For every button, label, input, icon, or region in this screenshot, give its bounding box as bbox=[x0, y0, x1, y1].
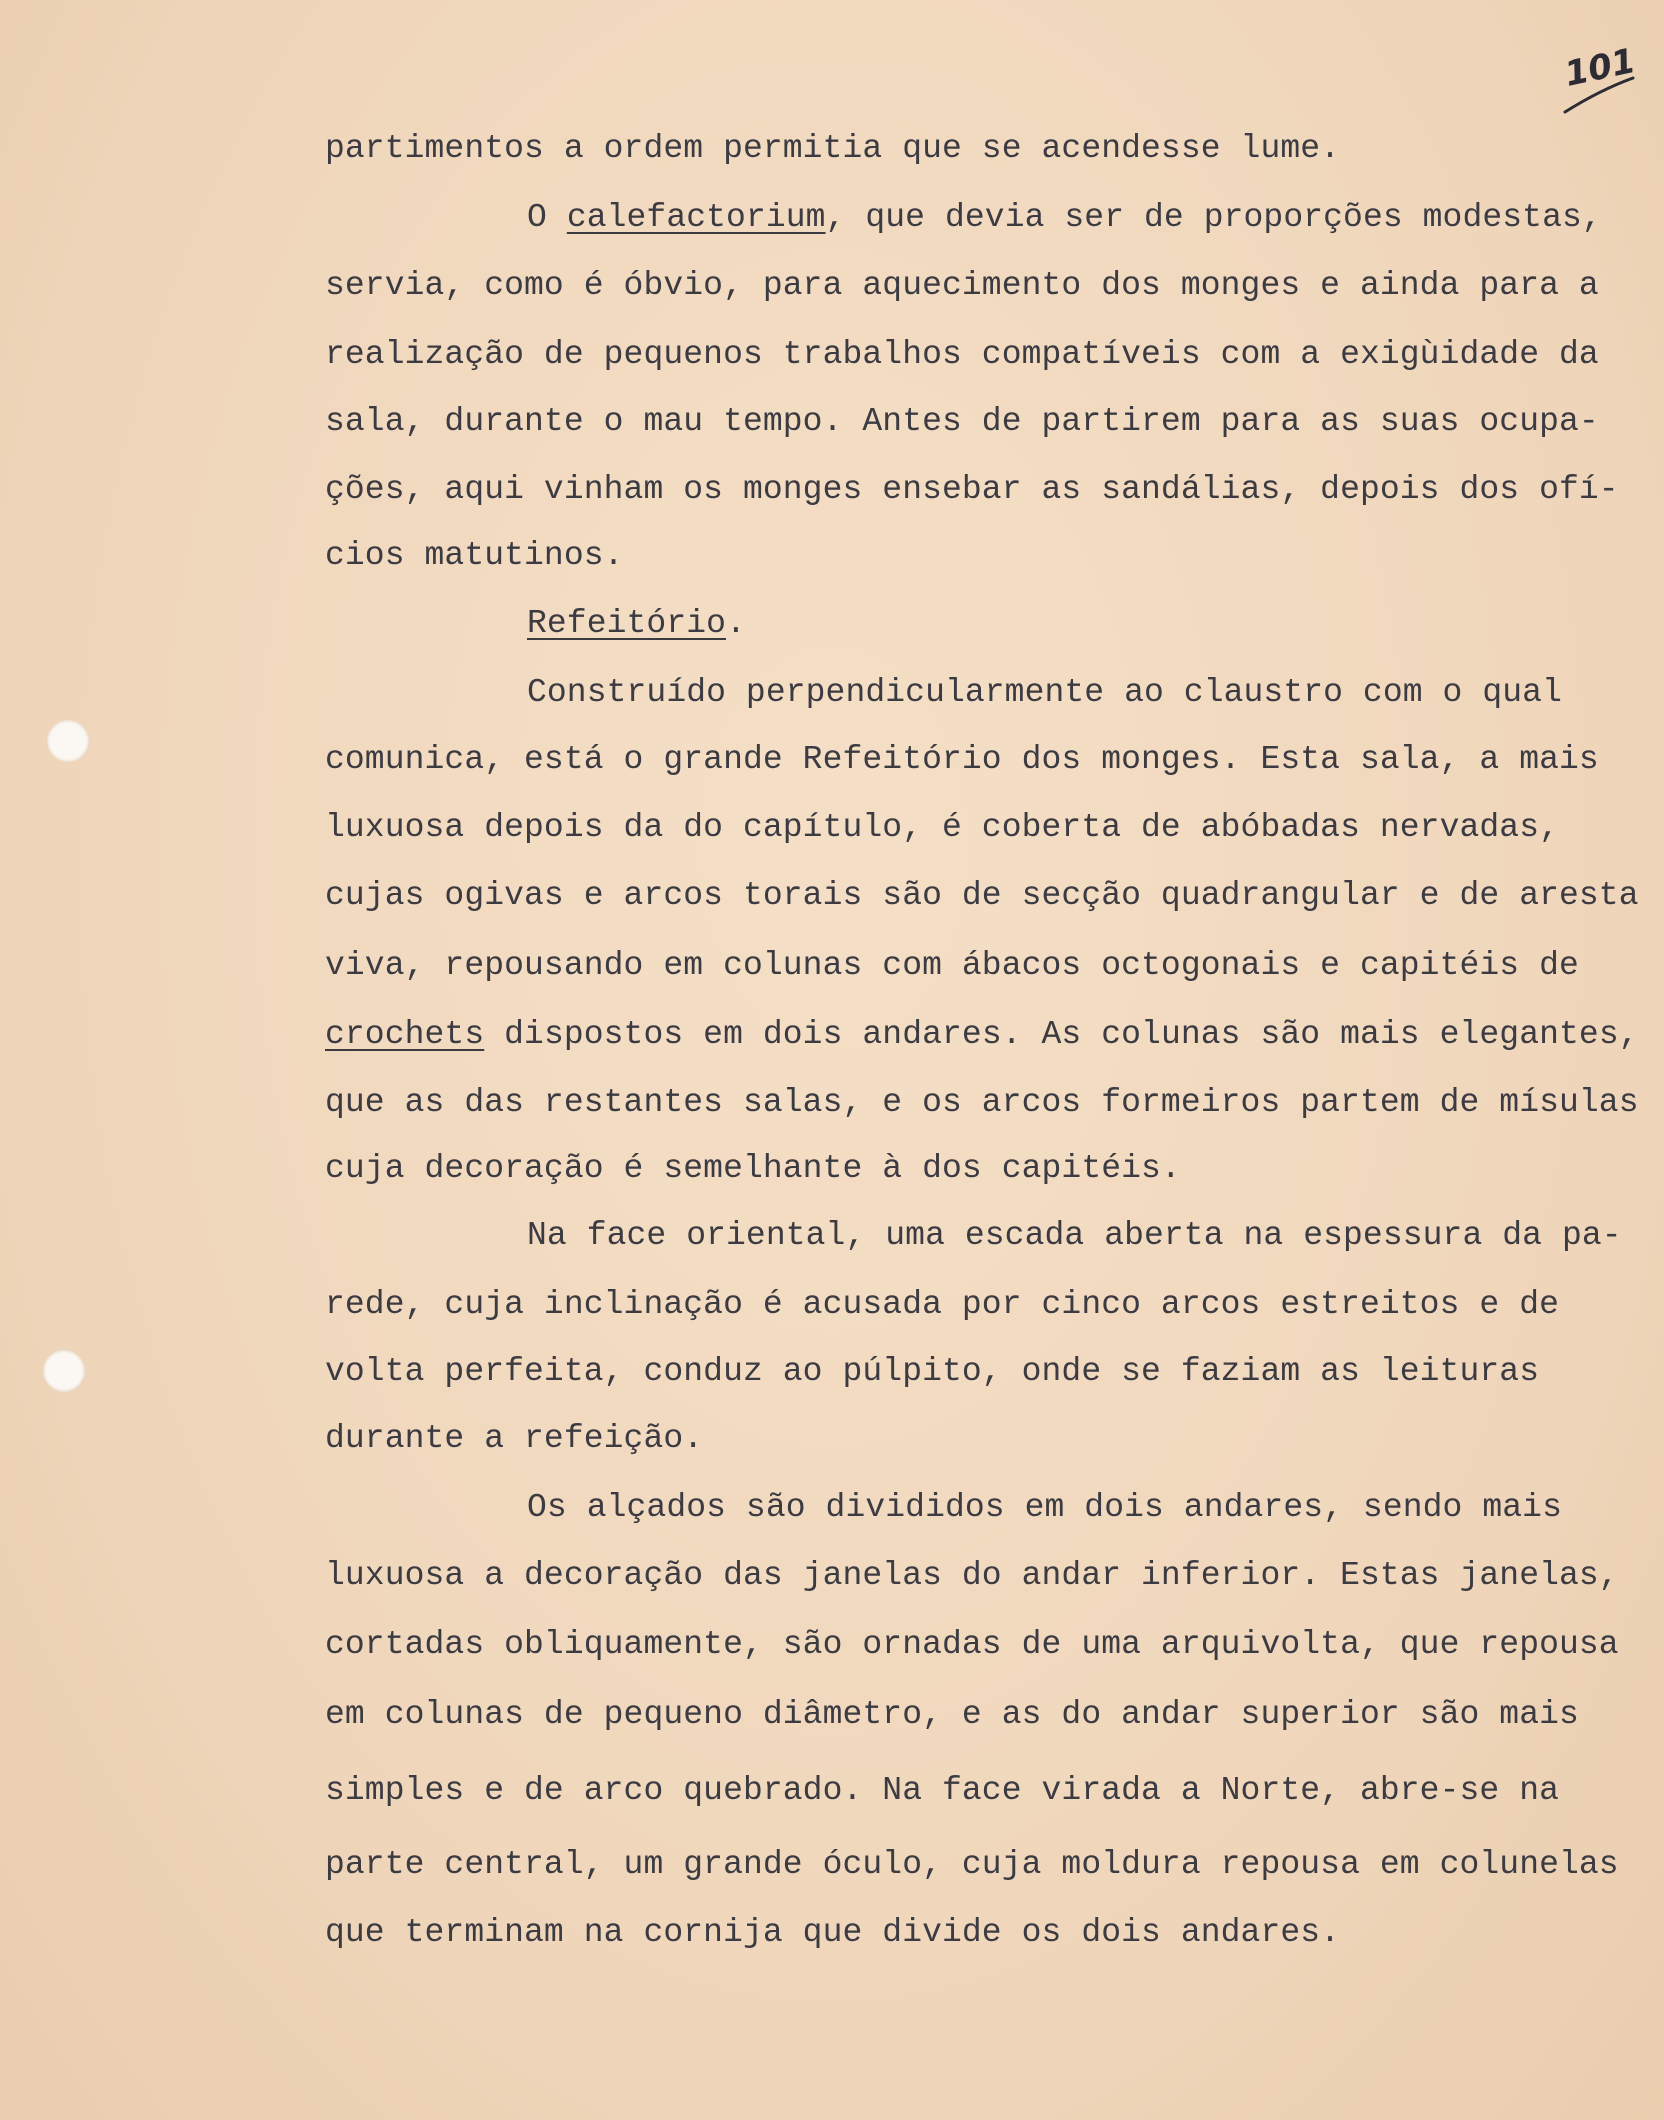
text-segment: , que devia ser de proporções modestas, bbox=[825, 199, 1602, 236]
text-segment: O bbox=[527, 199, 567, 236]
text-segment: simples e de arco quebrado. Na face virada a Norte, abre-se na bbox=[325, 1772, 1559, 1809]
underlined-term: crochets bbox=[325, 1016, 485, 1053]
text-line bbox=[527, 196, 1602, 240]
text-segment: em colunas de pequeno diâmetro, e as do andar superior são mais bbox=[325, 1696, 1579, 1733]
text-segment: que as das restantes salas, e os arcos formeiros partem de mísulas bbox=[325, 1084, 1639, 1121]
text-segment: durante a refeição. bbox=[325, 1420, 704, 1457]
punch-hole-top bbox=[47, 720, 89, 762]
text-line bbox=[325, 264, 1599, 308]
text-line bbox=[325, 1554, 1619, 1598]
text-segment: cuja decoração é semelhante à dos capitéis. bbox=[325, 1150, 1181, 1187]
text-line bbox=[325, 1769, 1559, 1813]
text-segment: rede, cuja inclinação é acusada por cinco arcos estreitos e de bbox=[325, 1286, 1559, 1323]
text-segment: volta perfeita, conduz ao púlpito, onde se faziam as leituras bbox=[325, 1353, 1540, 1390]
text-line bbox=[325, 1911, 1340, 1955]
text-line bbox=[325, 806, 1559, 850]
text-line bbox=[325, 1417, 703, 1461]
text-line bbox=[325, 944, 1579, 988]
text-segment: comunica, está o grande Refeitório dos monges. Esta sala, a mais bbox=[325, 741, 1599, 778]
text-segment: Construído perpendicularmente ao claustro com o qual bbox=[527, 674, 1562, 711]
text-segment: servia, como é óbvio, para aquecimento dos monges e ainda para a bbox=[325, 267, 1599, 304]
text-line bbox=[527, 602, 746, 646]
text-segment: dispostos em dois andares. As colunas são mais elegantes, bbox=[484, 1016, 1639, 1053]
text-line bbox=[325, 1283, 1559, 1327]
text-line bbox=[325, 1623, 1619, 1667]
text-segment: cios matutinos. bbox=[325, 537, 624, 574]
text-segment: luxuosa a decoração das janelas do andar inferior. Estas janelas, bbox=[325, 1557, 1619, 1594]
text-line bbox=[325, 400, 1599, 444]
text-line bbox=[527, 1486, 1562, 1530]
text-segment: partimentos a ordem permitia que se acendesse lume. bbox=[325, 130, 1341, 167]
underlined-term: calefactorium bbox=[566, 199, 826, 236]
text-line bbox=[325, 1013, 1639, 1057]
text-line bbox=[527, 671, 1562, 715]
text-segment: que terminam na cornija que divide os dois andares. bbox=[325, 1914, 1341, 1951]
text-segment: parte central, um grande óculo, cuja moldura repousa em colunelas bbox=[325, 1846, 1619, 1883]
text-line bbox=[325, 738, 1599, 782]
text-line bbox=[325, 874, 1639, 918]
text-segment: cujas ogivas e arcos torais são de secção quadrangular e de aresta bbox=[325, 877, 1639, 914]
punch-hole-bottom bbox=[43, 1350, 85, 1392]
text-line bbox=[325, 534, 624, 578]
text-segment: cortadas obliquamente, são ornadas de uma arquivolta, que repousa bbox=[325, 1626, 1619, 1663]
text-line bbox=[325, 333, 1599, 377]
text-segment: luxuosa depois da do capítulo, é coberta de abóbadas nervadas, bbox=[325, 809, 1559, 846]
text-segment: sala, durante o mau tempo. Antes de partirem para as suas ocupa- bbox=[325, 403, 1599, 440]
text-line bbox=[325, 127, 1340, 171]
text-line bbox=[325, 468, 1619, 512]
text-line bbox=[325, 1147, 1181, 1191]
text-line bbox=[325, 1350, 1539, 1394]
text-line bbox=[527, 1214, 1622, 1258]
text-line bbox=[325, 1843, 1619, 1887]
handwritten-page-number bbox=[1555, 40, 1645, 120]
text-line bbox=[325, 1693, 1579, 1737]
text-segment: Na face oriental, uma escada aberta na espessura da pa- bbox=[527, 1217, 1622, 1254]
text-segment: viva, repousando em colunas com ábacos octogonais e capitéis de bbox=[325, 947, 1579, 984]
text-segment: ções, aqui vinham os monges ensebar as sandálias, depois dos ofí- bbox=[325, 471, 1619, 508]
svg-text:101: 101 bbox=[1561, 40, 1640, 95]
text-segment: realização de pequenos trabalhos compatíveis com a exigùidade da bbox=[325, 336, 1599, 373]
text-line bbox=[325, 1081, 1639, 1125]
text-segment: Os alçados são divididos em dois andares, sendo mais bbox=[527, 1489, 1562, 1526]
text-segment: . bbox=[726, 605, 746, 642]
underlined-term: Refeitório bbox=[527, 605, 727, 642]
